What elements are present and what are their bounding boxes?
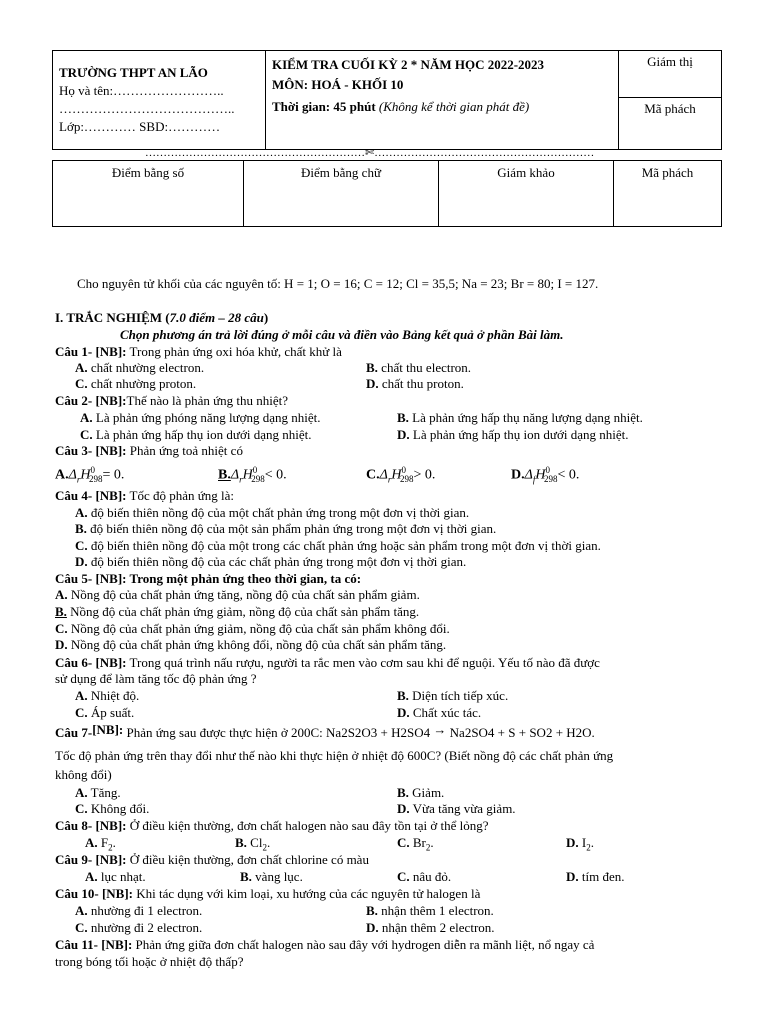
q10-option-c: C. nhường đi 2 electron. bbox=[75, 920, 203, 935]
question-7: Câu 7-[NB]: Phản ứng sau được thực hiện ở 200C: Na2S2O3 + H2SO4 → Na2SO4 + S + SO2 + H2O. bbox=[55, 722, 595, 740]
exam-info-cell bbox=[266, 51, 619, 150]
q4-option-b: B. độ biến thiên nồng độ của một sản phẩm phản ứng trong một đơn vị thời gian. bbox=[75, 521, 497, 536]
q5-option-a: A. Nồng độ của chất phản ứng tăng, nồng độ của chất sản phẩm giảm. bbox=[55, 587, 420, 602]
name-field-cont: ………………………………….. bbox=[59, 101, 235, 116]
q10-option-a: A. nhường đi 1 electron. bbox=[75, 903, 203, 918]
q8-option-a: A. $F_2$. bbox=[85, 835, 116, 853]
school-name: TRƯỜNG THPT AN LÃO bbox=[59, 65, 208, 80]
question-5: Câu 5- [NB]: Trong một phản ứng theo thời gian, ta có: bbox=[55, 571, 362, 586]
question-11-cont: trong bóng tối hoặc ở nhiệt độ thấp? bbox=[55, 954, 244, 969]
q10-option-d: D. nhận thêm 2 electron. bbox=[366, 920, 495, 935]
proctor-label: Giám thị bbox=[619, 51, 721, 98]
q3-option-a: $A.\Delta_rH^0_{298}= 0$. bbox=[55, 465, 125, 485]
student-info-cell bbox=[53, 51, 266, 150]
name-field: Họ và tên:…………………….. bbox=[59, 83, 224, 98]
q4-option-a: A. độ biến thiên nồng độ của một chất phản ứng trong một đơn vị thời gian. bbox=[75, 505, 470, 520]
code-label: Mã phách bbox=[644, 101, 696, 116]
question-3: Câu 3- [NB]: Phản ứng toả nhiệt có bbox=[55, 443, 243, 458]
q3-option-c: $C.\Delta_rH^0_{298}> 0$. bbox=[366, 465, 436, 485]
question-11: Câu 11- [NB]: Phản ứng giữa đơn chất halogen nào sau đây với hydrogen diễn ra mãnh liệt, nổ ngay cả bbox=[55, 937, 595, 952]
q7-option-a: A. Tăng. bbox=[75, 785, 121, 800]
question-10: Câu 10- [NB]: Khi tác dụng với kim loại, xu hướng của các nguyên tử halogen là bbox=[55, 886, 481, 901]
q6-option-a: A. Nhiệt độ. bbox=[75, 688, 140, 703]
q3-option-b: $B.\Delta_rH^0_{298}< 0$. bbox=[218, 465, 287, 485]
exam-header bbox=[52, 50, 722, 150]
q2-option-b: B. Là phản ứng hấp thụ năng lượng dạng nhiệt. bbox=[397, 410, 643, 425]
q1-option-c: C. chất nhường proton. bbox=[75, 376, 197, 391]
q9-option-c: C. nâu đỏ. bbox=[397, 869, 452, 884]
q9-option-b: B. vàng lục. bbox=[240, 869, 303, 884]
question-2: Câu 2- [NB]:Thế nào là phản ứng thu nhiệt? bbox=[55, 393, 289, 408]
question-9: Câu 9- [NB]: Ở điều kiện thường, đơn chất chlorine có màu bbox=[55, 852, 369, 867]
q6-option-c: C. Áp suất. bbox=[75, 705, 135, 720]
question-7-cont2: không đổi) bbox=[55, 767, 112, 782]
q7-option-b: B. Giảm. bbox=[397, 785, 445, 800]
q2-option-a: A. Là phản ứng phóng năng lượng dạng nhiệt. bbox=[80, 410, 321, 425]
q8-option-c: C. $Br_2$. bbox=[397, 835, 434, 853]
score-number-cell: Điểm bằng số bbox=[53, 161, 244, 227]
atomic-masses: Cho nguyên tử khối của các nguyên tố: H = 1; O = 16; C = 12; Cl = 35,5; Na = 23; Br = 80; I = 127. bbox=[77, 276, 599, 291]
question-4: Câu 4- [NB]: Tốc độ phản ứng là: bbox=[55, 488, 235, 503]
question-6-cont: sử dụng để làm tăng tốc độ phản ứng ? bbox=[55, 671, 257, 686]
q1-option-b: B. chất thu electron. bbox=[366, 360, 472, 375]
question-1: Câu 1- [NB]: Trong phản ứng oxi hóa khử, chất khử là bbox=[55, 344, 342, 359]
q9-option-d: D. tím đen. bbox=[566, 869, 625, 884]
q6-option-b: B. Diện tích tiếp xúc. bbox=[397, 688, 509, 703]
question-6: Câu 6- [NB]: Trong quá trình nấu rượu, người ta rắc men vào cơm sau khi để nguội. Yếu tố nào đã được bbox=[55, 655, 600, 670]
q10-option-b: B. nhận thêm 1 electron. bbox=[366, 903, 494, 918]
q3-option-d: $D.\Delta_fH^0_{298}< 0$. bbox=[511, 465, 580, 485]
q2-option-d: D. Là phản ứng hấp thụ ion dưới dạng nhiệt. bbox=[397, 427, 629, 442]
section-instruction: Chọn phương án trả lời đúng ở mỗi câu và điền vào Bảng kết quả ở phần Bài làm. bbox=[120, 327, 564, 342]
examiner-cell: Giám khảo bbox=[439, 161, 614, 227]
section-title: I. TRẮC NGHIỆM (7.0 điểm – 28 câu) bbox=[55, 310, 269, 325]
q4-option-c: C. độ biến thiên nồng độ của một trong các chất phản ứng hoặc sản phẩm trong một đơn vị thời gian. bbox=[75, 538, 601, 553]
question-7-cont: Tốc độ phản ứng trên thay đổi như thế nào khi thực hiện ở nhiệt độ 600C? (Biết nồng độ các chất phản ứng bbox=[55, 748, 614, 763]
q1-option-d: D. chất thu proton. bbox=[366, 376, 464, 391]
time-label: Thời gian: 45 phút bbox=[272, 99, 376, 114]
score-table bbox=[52, 160, 722, 227]
time-note: (Không kể thời gian phát đề) bbox=[378, 99, 530, 114]
subject: MÔN: HOÁ - KHỐI 10 bbox=[272, 77, 404, 92]
q4-option-d: D. độ biến thiên nồng độ của các chất phản ứng trong một đơn vị thời gian. bbox=[75, 554, 467, 569]
q5-option-d: D. Nồng độ của chất phản ứng không đổi, nồng độ của chất sản phẩm tăng. bbox=[55, 637, 447, 652]
q5-option-b: B. Nồng độ của chất phản ứng giảm, nồng độ của chất sản phẩm tăng. bbox=[55, 604, 420, 619]
q9-option-a: A. lục nhạt. bbox=[85, 869, 146, 884]
q5-option-c: C. Nồng độ của chất phản ứng giảm, nồng độ của chất sản phẩm không đổi. bbox=[55, 621, 450, 636]
arrow-icon: → bbox=[433, 722, 447, 737]
q2-option-c: C. Là phản ứng hấp thụ ion dưới dạng nhiệt. bbox=[80, 427, 312, 442]
q8-option-d: D. $I_2$. bbox=[566, 835, 594, 853]
cut-line: ……………………………………………………✄…………………………………………………… bbox=[145, 147, 595, 159]
q6-option-d: D. Chất xúc tác. bbox=[397, 705, 482, 720]
proctor-cell bbox=[619, 51, 722, 150]
question-8: Câu 8- [NB]: Ở điều kiện thường, đơn chất halogen nào sau đây tồn tại ở thể lỏng? bbox=[55, 818, 489, 833]
q7-option-d: D. Vừa tăng vừa giảm. bbox=[397, 801, 516, 816]
code-cell: Mã phách bbox=[614, 161, 722, 227]
class-field: Lớp:………… SBD:………… bbox=[59, 119, 221, 134]
q7-option-c: C. Không đổi. bbox=[75, 801, 150, 816]
q8-option-b: B. $Cl_2$. bbox=[235, 835, 271, 853]
q1-option-a: A. chất nhường electron. bbox=[75, 360, 205, 375]
exam-title: KIỂM TRA CUỐI KỲ 2 * NĂM HỌC 2022-2023 bbox=[272, 57, 545, 72]
score-text-cell: Điểm bằng chữ bbox=[244, 161, 439, 227]
